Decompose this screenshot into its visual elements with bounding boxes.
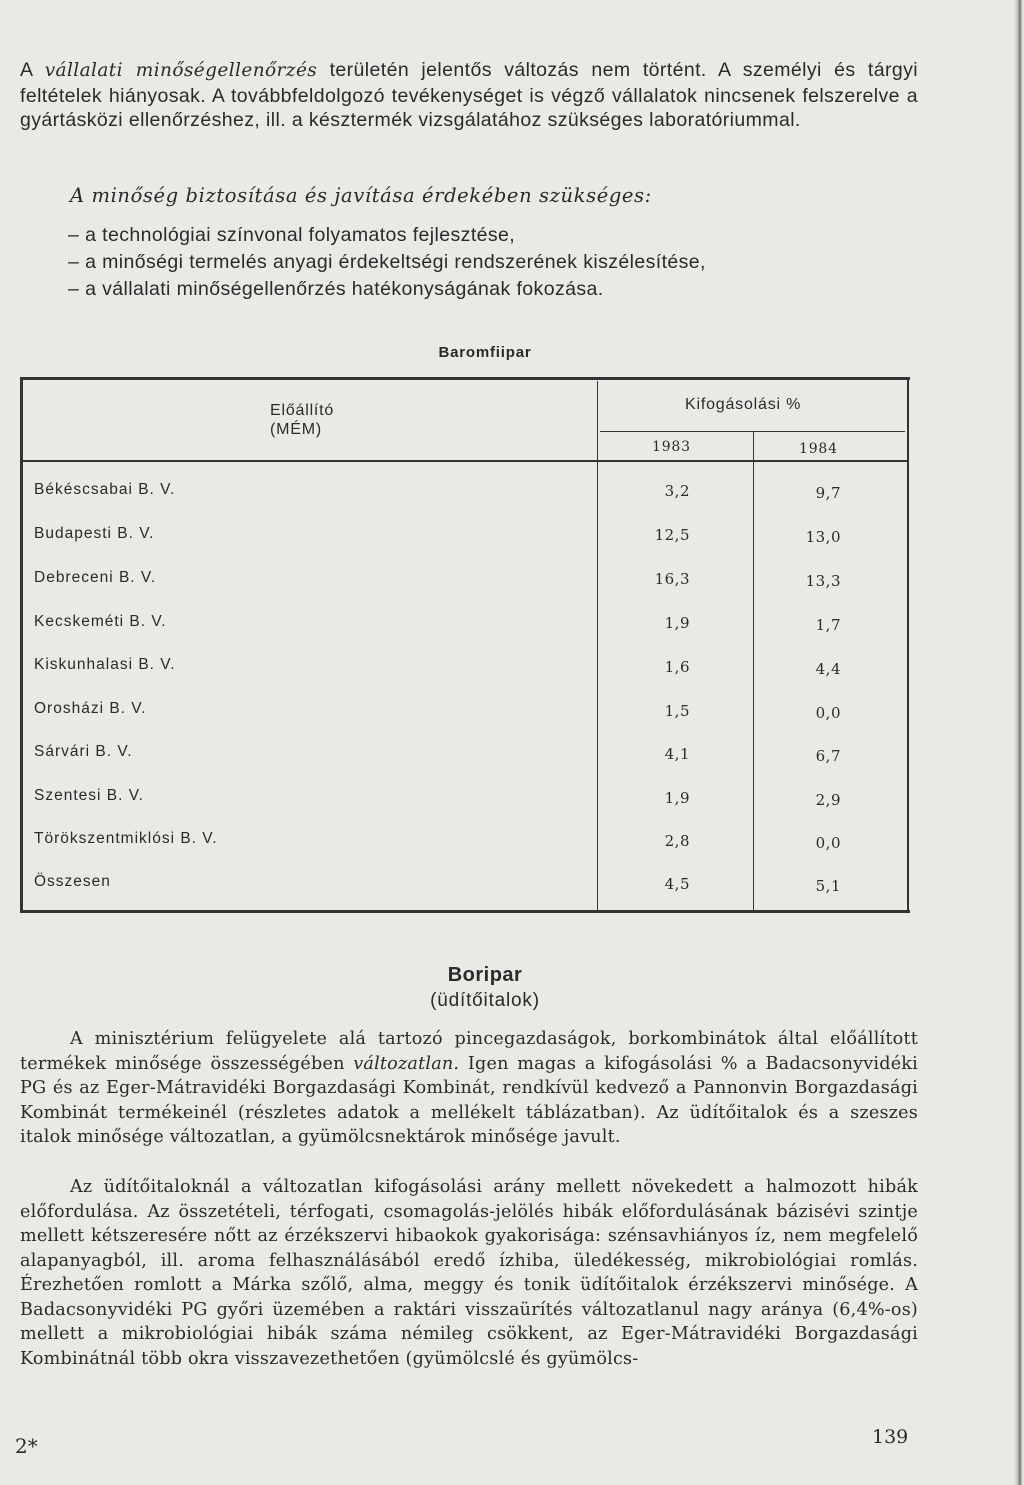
value-1984: 13,0 xyxy=(805,528,841,546)
table-top-border xyxy=(20,377,910,380)
intro-paragraph: A vállalati minőségellenőrzés területén jelentős változás nem történt. A személyi és tárgyi feltételek hiányosak. A továbbfeldolgozó tevékenységet is végző vállalatok nincsenek felszerelve a gyártásközi ellenőrzéshez, ill. a késztermék vizsgálatához szükséges laboratóriummal. xyxy=(20,59,918,131)
row-label: Összesen xyxy=(34,873,111,890)
row-label: Kecskeméti B. V. xyxy=(34,613,167,630)
header-bottom-rule xyxy=(23,460,907,462)
value-1983: 16,3 xyxy=(654,570,690,588)
value-1983: 1,9 xyxy=(664,614,690,632)
producer-header-line2: (MÉM) xyxy=(270,421,322,438)
row-label: Szentesi B. V. xyxy=(34,787,144,804)
row-label: Törökszentmiklósi B. V. xyxy=(34,830,218,847)
value-1983: 1,9 xyxy=(664,789,690,807)
signature-mark: 2* xyxy=(15,1434,38,1458)
value-1983: 4,1 xyxy=(664,745,690,763)
value-1983: 4,5 xyxy=(664,875,690,893)
table-left-border xyxy=(20,377,23,912)
value-1984: 9,7 xyxy=(815,484,841,502)
value-1984: 13,3 xyxy=(805,572,841,590)
row-label: Kiskunhalasi B. V. xyxy=(34,656,176,673)
value-1984: 0,0 xyxy=(815,704,841,722)
value-1984: 2,9 xyxy=(815,791,841,809)
table-title: Baromfiipar xyxy=(438,344,532,361)
table-bottom-border xyxy=(20,910,910,913)
row-label: Orosházi B. V. xyxy=(34,700,147,717)
value-1983: 12,5 xyxy=(654,526,690,544)
rejection-percent-header: Kifogásolási % xyxy=(685,396,802,413)
value-1984: 6,7 xyxy=(815,747,841,765)
boripar-paragraph-1: A minisztérium felügyelete alá tartozó pincegazdaságok, borkombinátok által előállított termékek minősége összességében változatlan. Igen magas a kifogásolási % a Badacsonyvidéki PG és az Eger-Mátravidéki Borgazdasági Kombinát, rendkívül kedvező a Pannonvin Borgazdasági Kombinát termékeinél (részletes adatok a mellékelt táblázatban). Az üdítőitalok és a szeszes italok minősége változatlan, a gyümölcsnektárok minősége javult. xyxy=(20,1029,918,1147)
bullet-item: – a minőségi termelés anyagi érdekeltségi rendszerének kiszélesítése, xyxy=(68,249,706,276)
poultry-table xyxy=(20,377,912,915)
table-right-border xyxy=(907,377,909,912)
value-1984: 5,1 xyxy=(815,877,841,895)
boripar-paragraph-2: Az üdítőitaloknál a változatlan kifogásolási arány mellett növekedett a halmozott hibák előfordulása. Az összetételi, térfogati, csomagolás-jelölés hibák előfordulásának bázisévi szintje mellett kétszeresére nőtt az érzékszervi hibaokok gyakorisága: szénsavhiányos íz, nem megfelelő alapanyagból, ill. aroma felhasználásából eredő ízhiba, üledékesség, mikrobiológiai romlás. Érezhetően romlott a Márka szőlő, alma, meggy és tonik üdítőitalok érzékszervi minősége. A Badacsonyvidéki PG győri üzemében a raktári visszaürítés változatlanul nagy aránya (6,4%-os) mellett a mikrobiológiai hibák száma némileg csökkent, az Eger-Mátravidéki Borgazdasági Kombinátnál több okra visszavezethetően (gyümölcslé és gyümölcs- xyxy=(20,1177,918,1369)
producer-header-line1: Előállító xyxy=(270,402,335,419)
quality-heading: A minőség biztosítása és javítása érdekében szükséges: xyxy=(70,184,652,207)
column-divider-years xyxy=(753,432,754,910)
year-1983-header: 1983 xyxy=(652,439,691,455)
bullet-item: – a technológiai színvonal folyamatos fejlesztése, xyxy=(68,222,706,249)
boripar-title: Boripar xyxy=(447,964,523,986)
value-1983: 1,5 xyxy=(664,702,690,720)
page-number: 139 xyxy=(872,1426,909,1448)
page-edge-shadow xyxy=(1014,0,1024,1485)
row-label: Sárvári B. V. xyxy=(34,743,133,760)
boripar-subtitle: (üdítőitalok) xyxy=(430,990,540,1011)
year-1984-header: 1984 xyxy=(799,441,838,457)
boripar-italic-term: változatlan. xyxy=(353,1053,460,1074)
quality-bullet-list xyxy=(68,222,706,303)
row-label: Debreceni B. V. xyxy=(34,569,157,586)
bullet-item: – a vállalati minőségellenőrzés hatékonyságának fokozása. xyxy=(68,276,706,303)
value-1983: 2,8 xyxy=(664,832,690,850)
row-label: Békéscsabai B. V. xyxy=(34,481,176,498)
value-1983: 1,6 xyxy=(664,658,690,676)
value-1984: 1,7 xyxy=(815,616,841,634)
intro-italic-term: vállalati minőségellenőrzés xyxy=(44,60,318,81)
value-1983: 3,2 xyxy=(664,482,690,500)
row-label: Budapesti B. V. xyxy=(34,525,155,542)
value-1984: 0,0 xyxy=(815,834,841,852)
value-1984: 4,4 xyxy=(815,660,841,678)
